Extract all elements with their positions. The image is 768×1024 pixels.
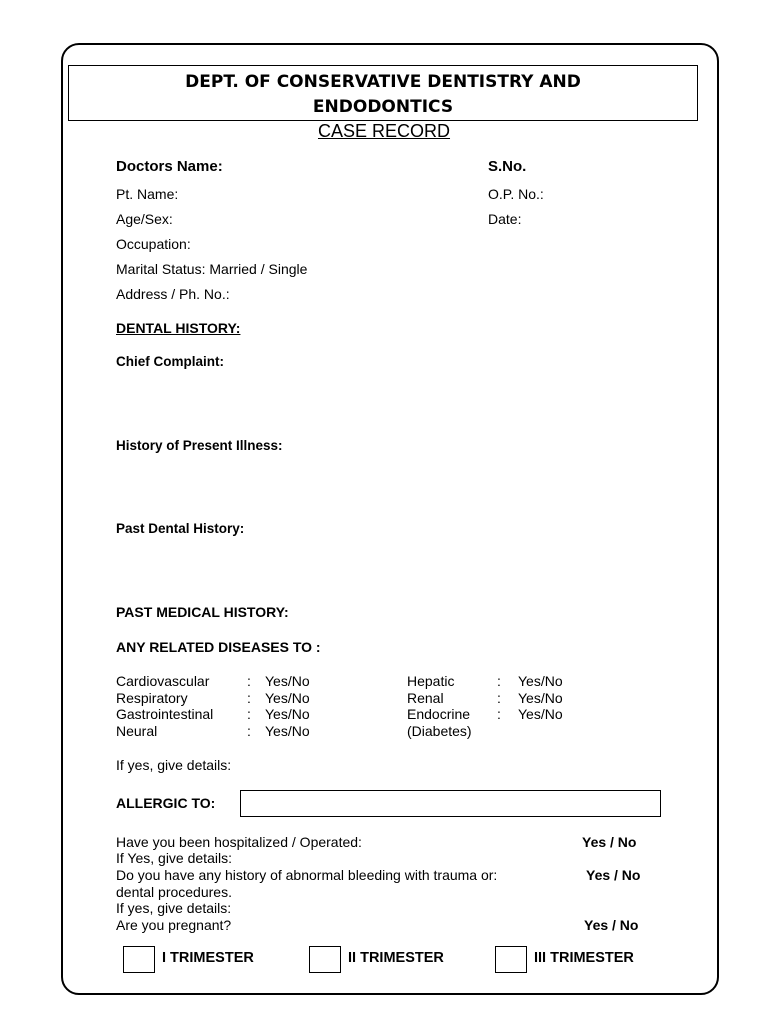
trimester-1-label: I TRIMESTER — [162, 950, 254, 966]
bleeding-question-line2: dental procedures. — [116, 884, 232, 900]
disease-name: Neural — [116, 723, 158, 739]
address-phone-label: Address / Ph. No.: — [116, 286, 230, 302]
patient-name-label: Pt. Name: — [116, 186, 179, 202]
hospitalized-answer: Yes / No — [582, 834, 637, 850]
past-dental-history-label: Past Dental History: — [116, 521, 245, 536]
disease-answer: Yes/No — [265, 723, 310, 739]
doctors-name-label: Doctors Name: — [116, 158, 223, 175]
disease-name: Gastrointestinal — [116, 706, 214, 722]
department-title-line2: ENDODONTICS — [312, 97, 454, 117]
disease-answer: Yes/No — [518, 690, 563, 706]
disease-answer: Yes/No — [265, 690, 310, 706]
disease-name: Hepatic — [407, 673, 455, 689]
related-diseases-heading: ANY RELATED DISEASES TO : — [116, 639, 321, 655]
department-title-line1: DEPT. OF CONSERVATIVE DENTISTRY AND — [185, 72, 581, 92]
hospitalized-question: Have you been hospitalized / Operated: — [116, 834, 362, 850]
trimester-1-checkbox[interactable] — [123, 946, 155, 973]
allergic-to-field[interactable] — [240, 790, 661, 817]
present-illness-label: History of Present Illness: — [116, 438, 283, 453]
case-record-heading: CASE RECORD — [317, 121, 451, 141]
department-title — [69, 66, 697, 120]
trimester-3-label: III TRIMESTER — [534, 950, 634, 966]
disease-name: Cardiovascular — [116, 673, 210, 689]
bleeding-answer: Yes / No — [586, 867, 641, 883]
disease-colon: : — [247, 723, 251, 739]
disease-answer: Yes/No — [518, 706, 563, 722]
disease-colon: : — [247, 690, 251, 706]
op-number-label: O.P. No.: — [488, 186, 544, 202]
trimester-2-checkbox[interactable] — [309, 946, 341, 973]
pregnant-answer: Yes / No — [584, 917, 639, 933]
occupation-label: Occupation: — [116, 236, 191, 252]
trimester-3-checkbox[interactable] — [495, 946, 527, 973]
disease-answer: Yes/No — [265, 706, 310, 722]
hospitalized-details-label: If Yes, give details: — [116, 850, 232, 866]
disease-colon: : — [247, 706, 251, 722]
disease-answer: Yes/No — [265, 673, 310, 689]
disease-answer: Yes/No — [518, 673, 563, 689]
disease-name: Renal — [407, 690, 444, 706]
if-yes-details-label: If yes, give details: — [116, 757, 232, 773]
disease-colon: : — [497, 673, 501, 689]
past-medical-history-heading: PAST MEDICAL HISTORY: — [116, 604, 289, 620]
disease-name: Endocrine — [407, 706, 471, 722]
disease-colon: : — [247, 673, 251, 689]
bleeding-question-line1: Do you have any history of abnormal bleeding with trauma or: — [116, 867, 498, 883]
chief-complaint-label: Chief Complaint: — [116, 354, 224, 369]
pregnant-question: Are you pregnant? — [116, 917, 232, 933]
allergic-to-label: ALLERGIC TO: — [116, 795, 216, 811]
disease-name: (Diabetes) — [407, 723, 472, 739]
marital-status-label: Marital Status: Married / Single — [116, 261, 308, 277]
age-sex-label: Age/Sex: — [116, 211, 173, 227]
bleeding-details-label: If yes, give details: — [116, 900, 232, 916]
disease-name: Respiratory — [116, 690, 188, 706]
trimester-2-label: II TRIMESTER — [348, 950, 444, 966]
serial-number-label: S.No. — [488, 158, 527, 175]
department-title-box — [68, 65, 698, 121]
disease-colon: : — [497, 706, 501, 722]
disease-colon: : — [497, 690, 501, 706]
date-label: Date: — [488, 211, 522, 227]
dental-history-heading: DENTAL HISTORY: — [116, 320, 241, 336]
